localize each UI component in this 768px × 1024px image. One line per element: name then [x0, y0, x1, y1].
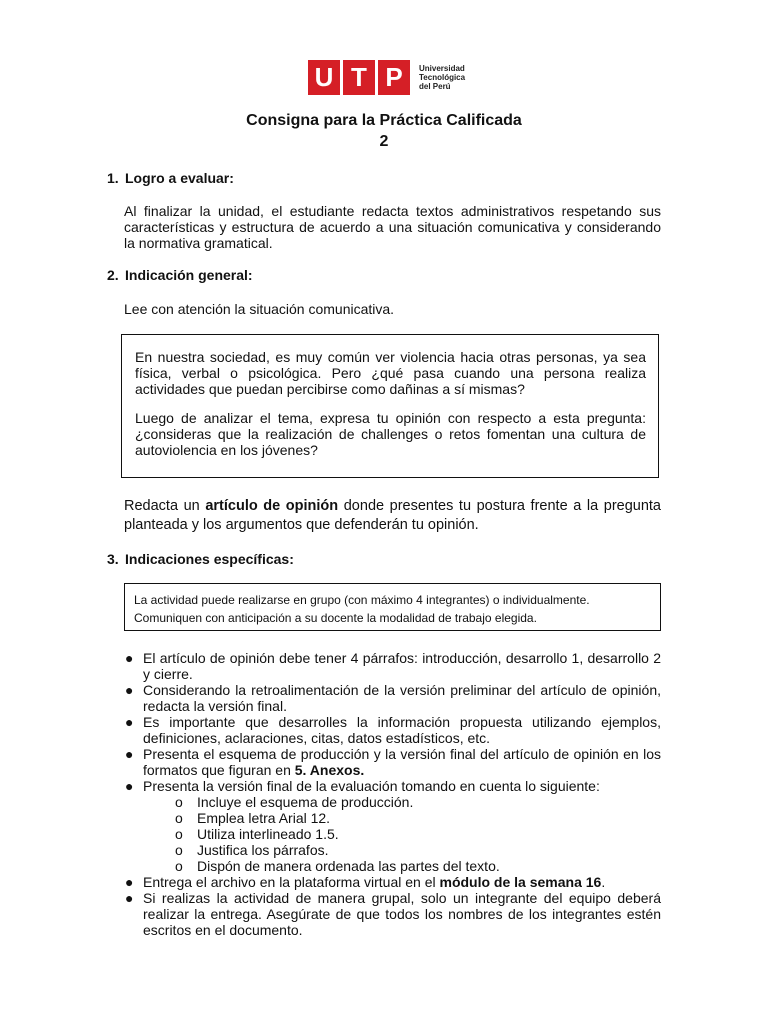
logo-letter-p: P: [378, 60, 410, 95]
logo-university-name: [419, 64, 465, 91]
item-text: Presenta el esquema de producción y la versión final del artículo de opinión en los formatos que figuran en: [143, 746, 661, 778]
section-number: 1.: [107, 170, 119, 186]
item-text: Es importante que desarrolles la información propuesta utilizando ejemplos, definiciones, aclaraciones, citas, datos estadísticos, etc.: [143, 714, 661, 746]
section-1-heading: [107, 170, 234, 186]
item-text: El artículo de opinión debe tener 4 párrafos: introducción, desarrollo 1, desarrollo 2 y cierre.: [143, 650, 661, 682]
sub-list-item: [125, 858, 661, 874]
title-line-1: Consigna para la Práctica Calificada: [246, 112, 522, 129]
sub-bullet: o: [175, 858, 183, 874]
list-item: [125, 778, 661, 794]
task-text: Redacta un: [124, 498, 206, 514]
item-bold: 5. Anexos.: [294, 762, 365, 778]
sub-list-item: [125, 842, 661, 858]
item-bold: módulo de la semana 16: [439, 874, 602, 890]
logo-line: Universidad: [419, 64, 465, 73]
page-title: [0, 110, 768, 152]
list-item: [125, 746, 661, 778]
sub-item-text: Emplea letra Arial 12.: [197, 810, 331, 826]
list-item: [125, 682, 661, 714]
instructions-list: [125, 650, 661, 938]
sub-item-text: Justifica los párrafos.: [197, 842, 329, 858]
situation-paragraph-2: Luego de analizar el tema, expresa tu opinión con respecto a esta pregunta: ¿consideras que la realización de challenges o retos fomentan una cultura de autoviolencia en los jóvenes?: [135, 410, 646, 458]
section-2-heading: [107, 267, 253, 283]
section-number: 2.: [107, 267, 119, 283]
sub-list-item: [125, 810, 661, 826]
task-text-end: donde presentes tu postura frente a la pregunta planteada y los argumentos que defenderán tu opinión.: [124, 498, 662, 533]
logo-line: del Perú: [419, 82, 451, 91]
section-title: Indicaciones específicas:: [125, 551, 294, 567]
task-bold: artículo de opinión: [205, 498, 339, 514]
sub-bullet: o: [175, 842, 183, 858]
title-line-2: 2: [379, 133, 389, 150]
bullet: ●: [125, 890, 134, 906]
logo-line: Tecnológica: [419, 73, 466, 82]
modality-line-1: La actividad puede realizarse en grupo (con máximo 4 integrantes) o individualmente.: [134, 593, 590, 607]
section-number: 3.: [107, 551, 119, 567]
section-1-text: [124, 203, 661, 251]
utp-logo-letters: [308, 60, 413, 95]
situation-paragraph-1: En nuestra sociedad, es muy común ver violencia hacia otras personas, ya sea física, verbal o psicológica. Pero ¿qué pasa cuando una persona realiza actividades que puedan percibirse como dañinas a sí mismas?: [135, 349, 646, 397]
list-item: [125, 650, 661, 682]
logro-paragraph: Al finalizar la unidad, el estudiante redacta textos administrativos respetando sus características y estructura de acuerdo a una situación comunicativa y considerando la normativa gramatical.: [124, 203, 661, 251]
sub-bullet: o: [175, 810, 183, 826]
intro-paragraph: Lee con atención la situación comunicativa.: [124, 301, 395, 317]
sub-list-item: [125, 826, 661, 842]
bullet: ●: [125, 778, 134, 794]
sub-item-text: Incluye el esquema de producción.: [197, 794, 414, 810]
item-text: Entrega el archivo en la plataforma virtual en el: [143, 874, 440, 890]
section-2-intro: [124, 301, 661, 317]
task-paragraph: [124, 497, 661, 535]
bullet: ●: [125, 746, 134, 762]
list-item: [125, 874, 661, 890]
section-3-heading: [107, 551, 294, 567]
item-text: Si realizas la actividad de manera grupal, solo un integrante del equipo deberá realizar la entrega. Asegúrate de que todos los nombres de los integrantes estén escritos en el documento.: [143, 890, 661, 938]
bullet: ●: [125, 714, 134, 730]
sub-bullet: o: [175, 794, 183, 810]
section-title: Logro a evaluar:: [125, 170, 234, 186]
list-item: [125, 890, 661, 938]
situation-box: [121, 334, 659, 478]
logo-letter-u: U: [308, 60, 340, 95]
sub-bullet: o: [175, 826, 183, 842]
sub-list-item: [125, 794, 661, 810]
section-title: Indicación general:: [125, 267, 253, 283]
bullet: ●: [125, 650, 134, 666]
item-text: Considerando la retroalimentación de la versión preliminar del artículo de opinión, redacta la versión final.: [143, 682, 661, 714]
sub-item-text: Dispón de manera ordenada las partes del texto.: [197, 858, 500, 874]
logo-letter-t: T: [343, 60, 375, 95]
utp-logo: [308, 60, 465, 95]
item-text: Presenta la versión final de la evaluación tomando en cuenta lo siguiente:: [143, 778, 600, 794]
modality-line-2: Comuniquen con anticipación a su docente la modalidad de trabajo elegida.: [134, 611, 537, 625]
bullet: ●: [125, 682, 134, 698]
item-text-end: .: [601, 874, 606, 890]
list-item: [125, 714, 661, 746]
bullet: ●: [125, 874, 134, 890]
sub-item-text: Utiliza interlineado 1.5.: [197, 826, 339, 842]
modality-box: [124, 583, 661, 631]
